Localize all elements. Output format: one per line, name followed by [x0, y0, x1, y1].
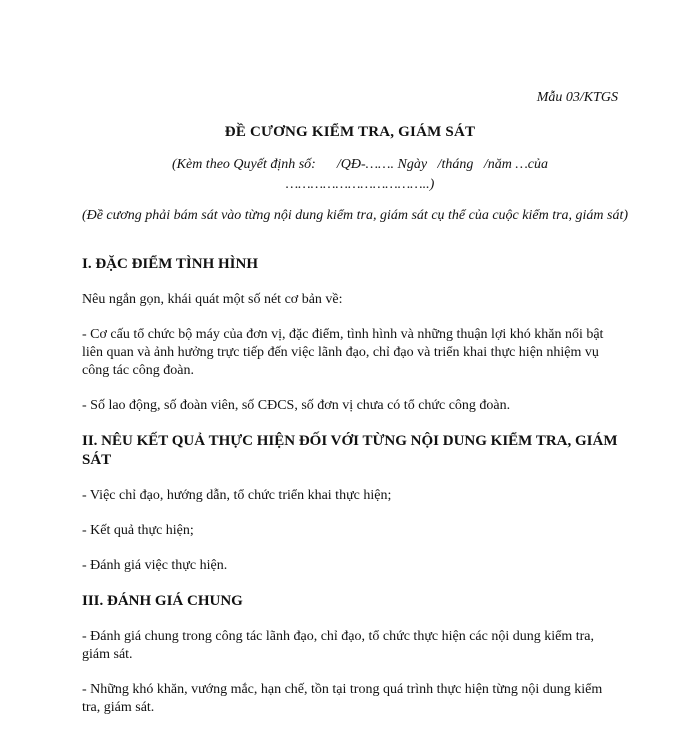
decision-reference: (Kèm theo Quyết định số: /QĐ-……. Ngày /tháng /năm …của ……………………………..) [171, 157, 552, 192]
section-heading: I. ĐẶC ĐIỂM TÌNH HÌNH [82, 256, 258, 272]
section-situation [82, 255, 622, 415]
document-title: ĐỀ CƯƠNG KIỂM TRA, GIÁM SÁT [224, 124, 476, 140]
section-heading: III. ĐÁNH GIÁ CHUNG [82, 593, 243, 609]
document-body [82, 255, 622, 734]
paragraph: - Đánh giá việc thực hiện. [82, 558, 228, 573]
paragraph: - Đánh giá chung trong công tác lãnh đạo, chỉ đạo, tổ chức thực hiện các nội dung kiểm tra, giám sát. [82, 629, 595, 662]
paragraph: - Cơ cấu tổ chức bộ máy của đơn vị, đặc điểm, tình hình và những thuận lợi khó khăn nổi bật liên quan và ảnh hưởng trực tiếp đến việc lãnh đạo, chỉ đạo và triển khai thực hiện nhiệm vụ công tác công đoàn. [82, 327, 604, 378]
paragraph: Nêu ngắn gọn, khái quát một số nét cơ bản về: [82, 292, 343, 307]
guidance-note: (Đề cương phải bám sát vào từng nội dung kiểm tra, giám sát cụ thể của cuộc kiểm tra, giám sát) [81, 208, 629, 223]
section-heading: II. NÊU KẾT QUẢ THỰC HIỆN ĐỐI VỚI TỪNG NỘI DUNG KIỂM TRA, GIÁM SÁT [82, 433, 618, 468]
section-general-assessment [82, 592, 622, 717]
form-code: Mẫu 03/KTGS [536, 90, 618, 105]
section-results [82, 432, 622, 575]
paragraph: - Kết quả thực hiện; [82, 523, 194, 538]
paragraph: - Những khó khăn, vướng mắc, hạn chế, tồn tại trong quá trình thực hiện từng nội dung kiểm tra, giám sát. [82, 682, 603, 715]
paragraph: - Số lao động, số đoàn viên, số CĐCS, số đơn vị chưa có tổ chức công đoàn. [82, 398, 511, 413]
paragraph: - Việc chỉ đạo, hướng dẫn, tổ chức triển khai thực hiện; [82, 488, 392, 503]
